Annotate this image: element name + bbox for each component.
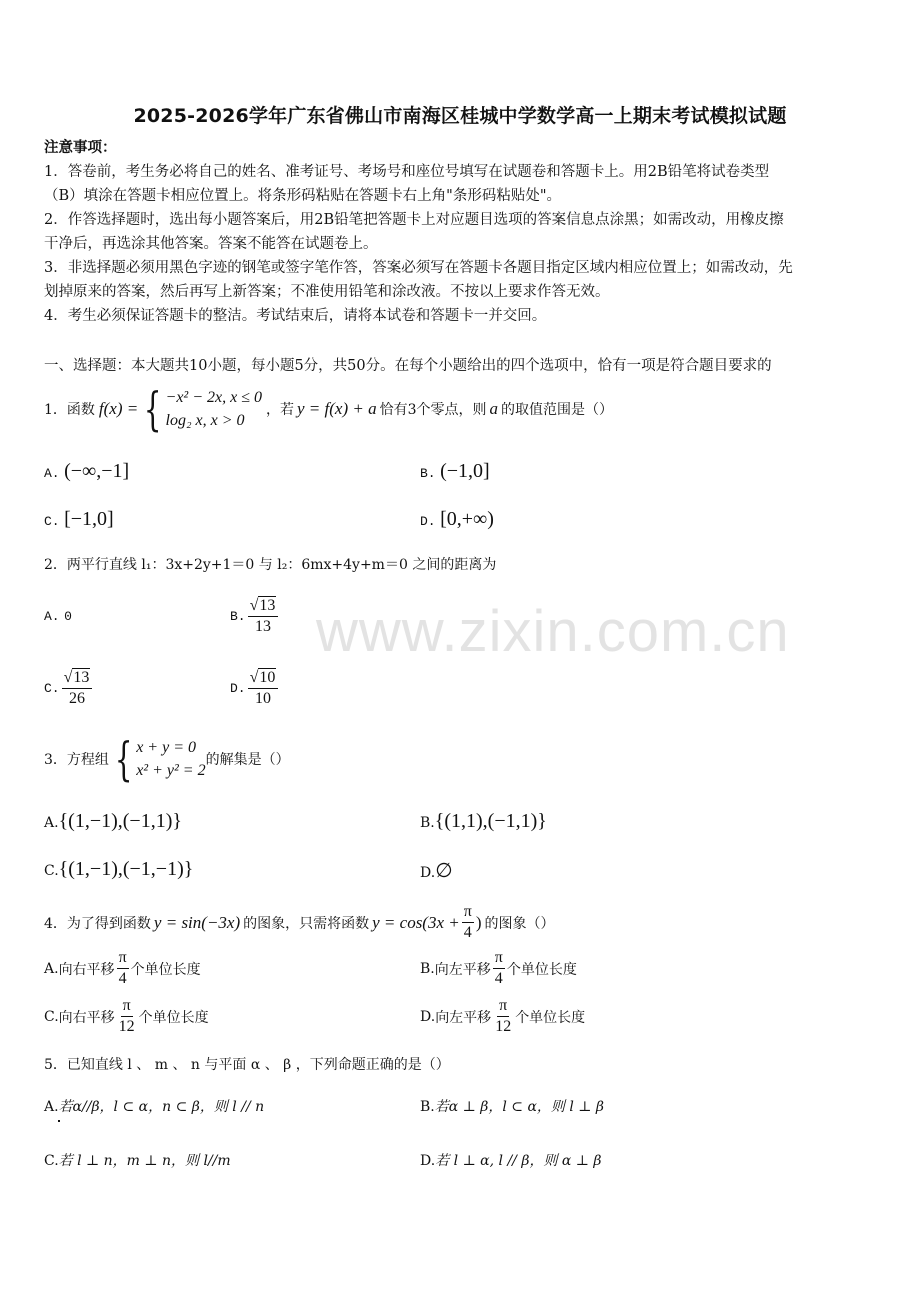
q4-option-a[interactable]: A. 向右平移 $\frac{\pi}{4}$ 个单位长度 <box>44 949 201 987</box>
notice-section <box>44 136 884 328</box>
q3-eq-2: x² + y² = 2 <box>136 762 206 779</box>
question-2: 2．两平行直线 l₁：3x+2y+1＝0 与 l₂：6mx+4y+m＝0 之间的距离为 <box>44 557 497 573</box>
section-heading: 一、选择题：本大题共10小题，每小题5分，共50分。在每个小题给出的四个选项中，恰有一项是符合题目要求的 <box>44 358 772 374</box>
q4-option-b[interactable]: B. 向左平移 $\frac{\pi}{4}$ 个单位长度 <box>420 949 577 987</box>
q2-option-b[interactable]: B. $\frac{√13}{13}$ <box>230 596 280 637</box>
notice-heading: 注意事项： <box>44 139 117 156</box>
notice-line-1: 1．答卷前，考生务必将自己的姓名、准考证号、考场号和座位号填写在试题卷和答题卡上。用2B铅笔将试卷类型 <box>44 164 770 180</box>
notice-line-5: 3．非选择题必须用黑色字迹的钢笔或签字笔作答，答案必须写在答题卡各题目指定区域内相应位置上；如需改动，先 <box>44 260 793 276</box>
q1-suffix-2: 的取值范围是（） <box>501 402 614 418</box>
watermark: www.zixin.com.cn <box>316 599 790 664</box>
q2-option-a[interactable]: A. 0 <box>44 609 72 624</box>
q2-option-c[interactable]: C. $\frac{√13}{26}$ <box>44 668 94 709</box>
q1-prefix: 1．函数 <box>44 402 95 418</box>
q4-target-function: y = sin(−3x) <box>153 912 241 932</box>
q3-eq-1: x + y = 0 <box>136 739 196 756</box>
q4-source-function: y = cos(3x + <box>372 912 460 932</box>
q3-option-a[interactable]: A.{(1,−1),(−1,1)} <box>44 810 182 832</box>
q1-piecewise: { −x² − 2x, x ≤ 0 log₂ x, x > 0 <box>144 382 262 436</box>
q3-suffix: 的解集是（） <box>205 752 290 768</box>
q1-option-a[interactable]: A. (−∞,−1] <box>44 460 130 482</box>
question-1 <box>44 382 614 436</box>
q3-prefix: 3．方程组 <box>44 752 109 768</box>
question-3 <box>44 732 290 786</box>
question-4: 4．为了得到函数 y = sin(−3x) 的图象，只需将函数 y = cos(3x + $\frac{\pi}{4}$ ) 的图象（） <box>44 903 555 941</box>
q1-fx: f(x) = <box>98 399 139 418</box>
stray-dot <box>58 1120 60 1122</box>
notice-line-6: 划掉原来的答案，然后再写上新答案；不准使用铅笔和涂改液。不按以上要求作答无效。 <box>44 284 610 300</box>
q4-option-c[interactable]: C. 向右平移 $\frac{\pi}{12}$ 个单位长度 <box>44 997 209 1035</box>
q5-option-c[interactable]: C.若 l ⊥ n，m ⊥ n，则 l//m <box>44 1153 231 1169</box>
q4-option-d[interactable]: D. 向左平移 $\frac{\pi}{12}$ 个单位长度 <box>420 997 586 1035</box>
q1-option-c[interactable]: C. [−1,0] <box>44 508 114 530</box>
q1-suffix-1: 恰有3个零点，则 <box>379 402 487 418</box>
notice-line-3: 2．作答选择题时，选出每小题答案后，用2B铅笔把答题卡上对应题目选项的答案信息点涂黑；如需改动，用橡皮擦 <box>44 212 784 228</box>
q1-condition: y = f(x) + a <box>297 399 377 418</box>
notice-line-2: （B）填涂在答题卡相应位置上。将条形码粘贴在答题卡右上角"条形码粘贴处"。 <box>44 188 561 204</box>
q3-option-b[interactable]: B.{(1,1),(−1,1)} <box>420 810 547 832</box>
q2-option-d[interactable]: D. $\frac{√10}{10}$ <box>230 668 280 709</box>
q1-option-b[interactable]: B. (−1,0] <box>420 460 490 482</box>
question-5: 5．已知直线 l 、 m 、 n 与平面 α 、 β ，下列命题正确的是（） <box>44 1057 450 1073</box>
q1-a: a <box>489 399 499 418</box>
notice-line-7: 4．考生必须保证答题卡的整洁。考试结束后，请将本试卷和答题卡一并交回。 <box>44 308 547 324</box>
q5-option-a[interactable]: A.若α//β，l ⊂ α，n ⊂ β，则 l // n <box>44 1099 265 1115</box>
q1-case-2: log₂ x, x > 0 <box>165 412 245 429</box>
notice-line-4: 干净后，再选涂其他答案。答案不能答在试题卷上。 <box>44 236 378 252</box>
q3-option-c[interactable]: C.{(1,−1),(−1,−1)} <box>44 858 194 880</box>
exam-title: 2025-2026学年广东省佛山市南海区桂城中学数学高一上期末考试模拟试题 <box>133 105 787 127</box>
q3-system: { x + y = 0 x² + y² = 2 <box>114 732 206 786</box>
q5-option-d[interactable]: D.若 l ⊥ α, l // β，则 α ⊥ β <box>420 1153 602 1169</box>
q1-option-d[interactable]: D. [0,+∞) <box>420 508 494 530</box>
q1-mid: ，若 <box>266 402 294 418</box>
q5-option-b[interactable]: B.若α ⊥ β，l ⊂ α，则 l ⊥ β <box>420 1099 605 1115</box>
q3-option-d[interactable]: D.∅ <box>420 860 453 882</box>
q1-case-1: −x² − 2x, x ≤ 0 <box>165 389 262 406</box>
